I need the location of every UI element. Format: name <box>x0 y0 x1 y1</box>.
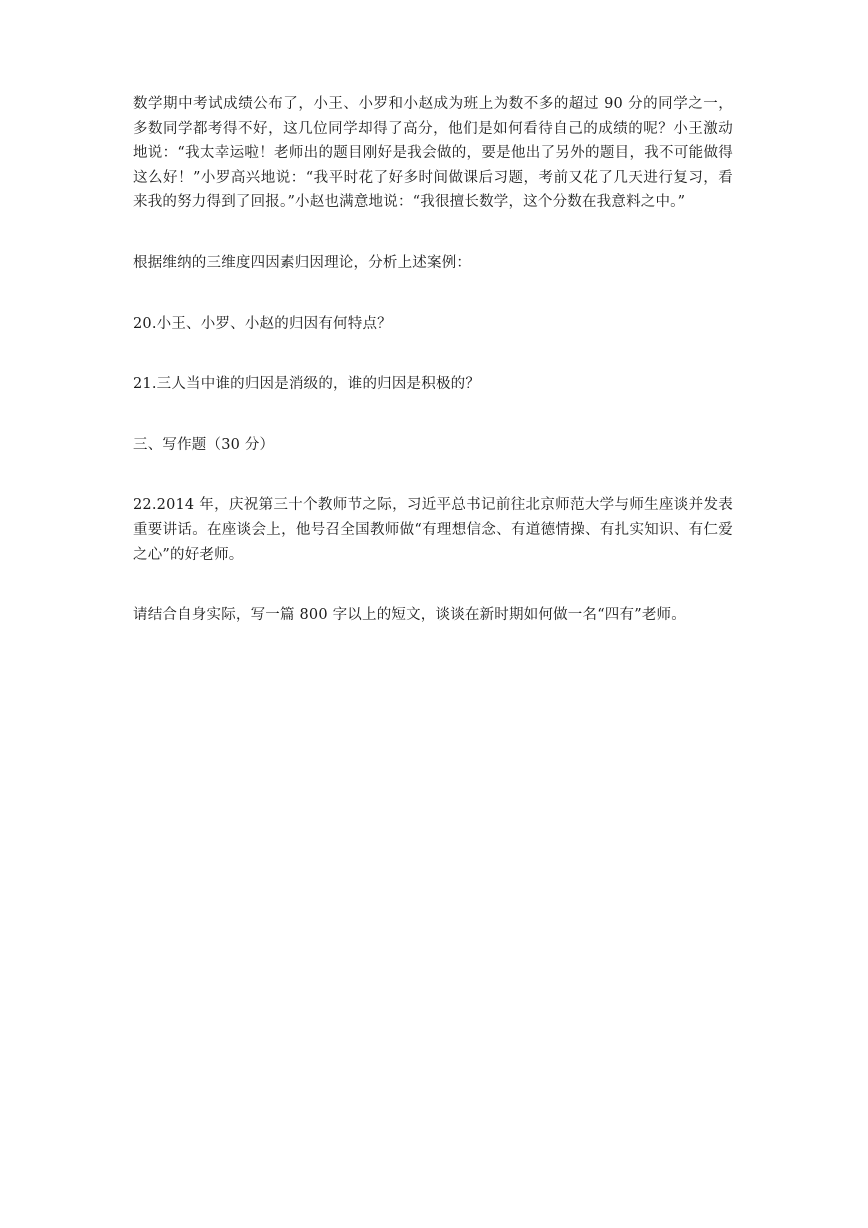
spacer <box>133 336 733 372</box>
spacer <box>133 215 733 251</box>
case-paragraph: 数学期中考试成绩公布了，小王、小罗和小赵成为班上为数不多的超过 90 分的同学之一，多数同学都考得不好，这几位同学却得了高分，他们是如何看待自己的成绩的呢？小王激动地说：“我太幸运啦！老师出的题目刚好是我会做的，要是他出了另外的题目，我不可能做得这么好！”小罗高兴地说：“我平时花了好多时间做课后习题，考前又花了几天进行复习，看来我的努力得到了回报。”小赵也满意地说：“我很擅长数学，这个分数在我意料之中。” <box>133 96 733 211</box>
document-body <box>133 92 733 628</box>
spacer <box>133 397 733 433</box>
question-20: 20.小王、小罗、小赵的归因有何特点？ <box>133 315 392 332</box>
spacer <box>133 457 733 493</box>
section-heading-writing: 三、写作题（30 分） <box>133 436 275 453</box>
question-22: 22.2014 年，庆祝第三十个教师节之际，习近平总书记前往北京师范大学与师生座谈并发表重要讲话。在座谈会上，他号召全国教师做“有理想信念、有道德情操、有扎实知识、有仁爱之心”的好老师。 <box>133 497 733 563</box>
question-21: 21.三人当中谁的归因是消级的，谁的归因是积极的？ <box>133 376 481 393</box>
analysis-instruction: 根据维纳的三维度四因素归因理论，分析上述案例： <box>133 254 472 271</box>
spacer <box>133 567 733 603</box>
spacer <box>133 276 733 312</box>
writing-prompt: 请结合自身实际，写一篇 800 字以上的短文，谈谈在新时期如何做一名“四有”老师。 <box>133 607 686 624</box>
